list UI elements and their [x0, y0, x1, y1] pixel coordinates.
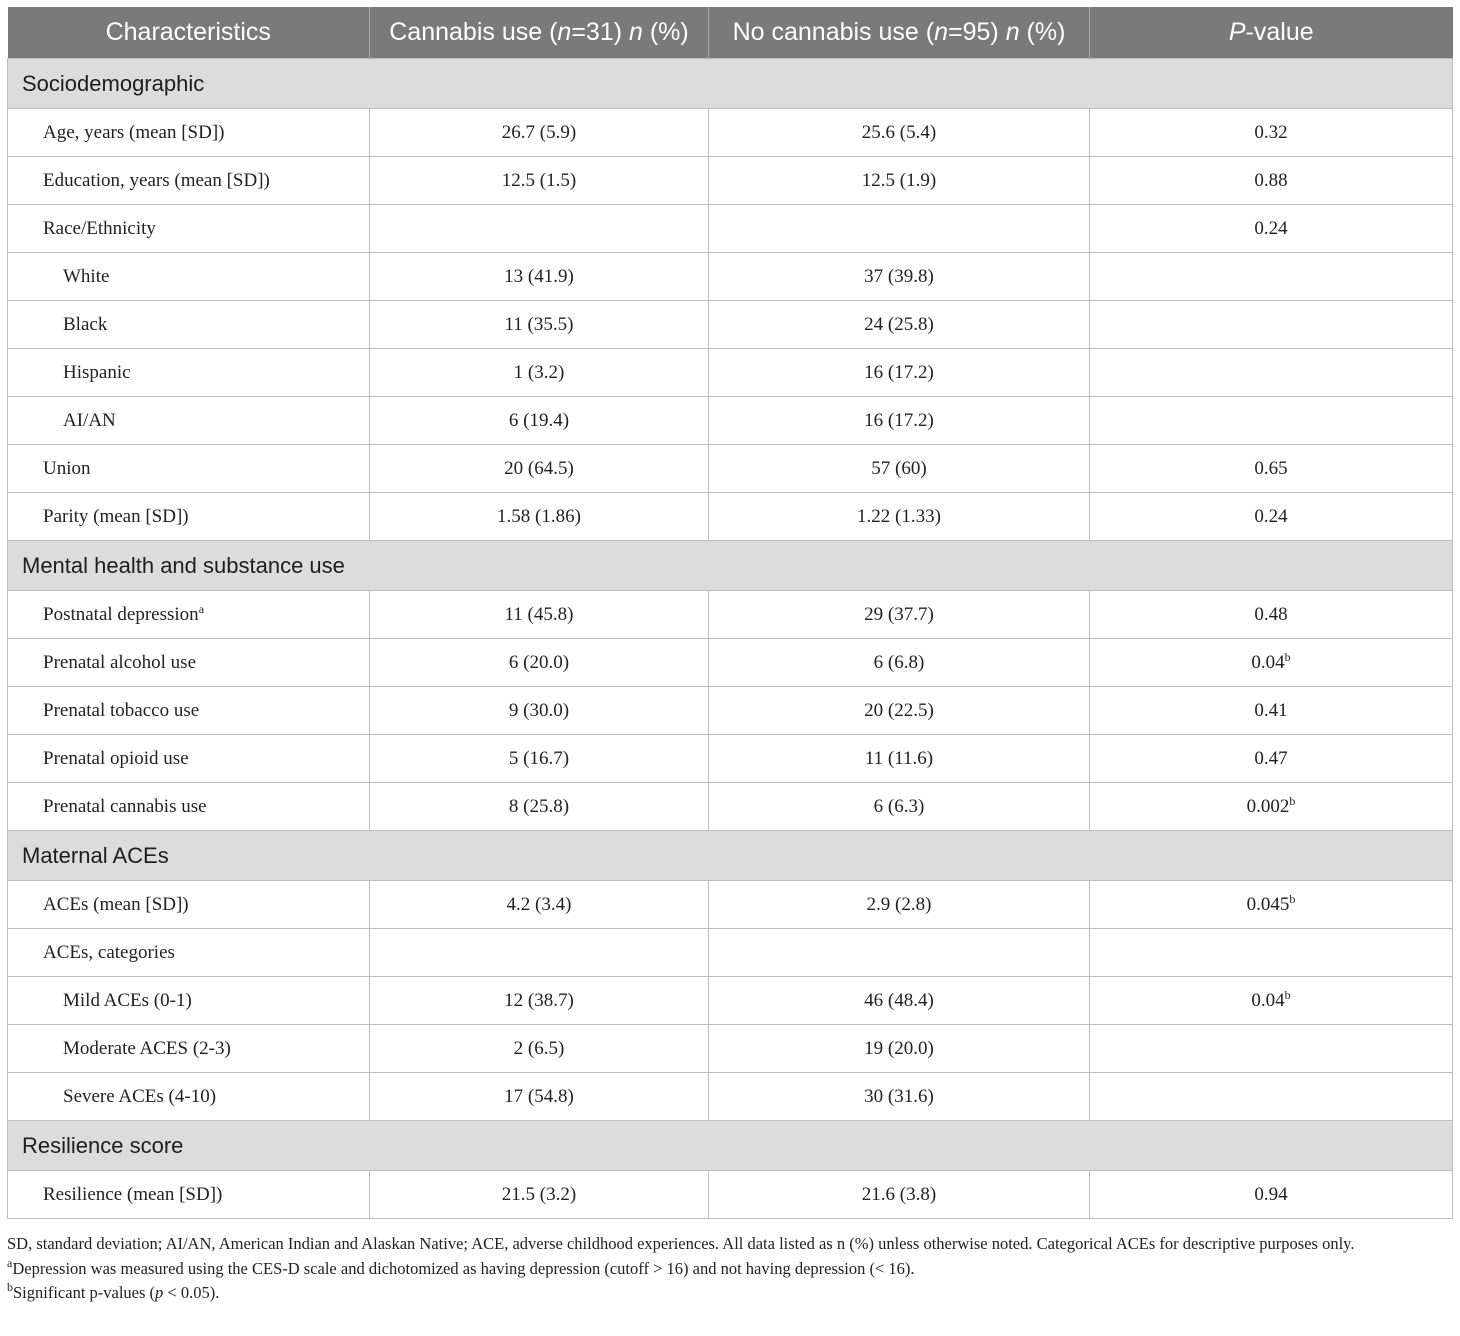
- table-row: [8, 783, 1453, 831]
- table-row: [8, 157, 1453, 205]
- cell-p-value: 0.41: [1090, 687, 1453, 735]
- table-row: [8, 735, 1453, 783]
- section-row: [8, 1121, 1453, 1171]
- cell-cannabis: 11 (45.8): [370, 591, 709, 639]
- row-label: AI/AN: [8, 397, 370, 445]
- table-row: [8, 1073, 1453, 1121]
- cell-no-cannabis: 16 (17.2): [709, 397, 1090, 445]
- cell-no-cannabis: 46 (48.4): [709, 977, 1090, 1025]
- cell-p-value: [1090, 783, 1453, 831]
- header-cannabis-use: Cannabis use (n=31) n (%): [370, 7, 709, 59]
- footnote-marker: b: [1289, 793, 1296, 808]
- header-p-value: P-value: [1090, 7, 1453, 59]
- cell-p-value: [1090, 1073, 1453, 1121]
- footnote-marker: b: [1284, 987, 1291, 1002]
- cell-cannabis: 26.7 (5.9): [370, 109, 709, 157]
- cell-cannabis: 8 (25.8): [370, 783, 709, 831]
- cell-no-cannabis: [709, 929, 1090, 977]
- table-row: [8, 881, 1453, 929]
- footnote-p-italic: p: [155, 1283, 164, 1302]
- cell-cannabis: 2 (6.5): [370, 1025, 709, 1073]
- cell-no-cannabis: 2.9 (2.8): [709, 881, 1090, 929]
- row-label: White: [8, 253, 370, 301]
- row-label: Black: [8, 301, 370, 349]
- p-value-text: 0.002: [1246, 795, 1290, 817]
- cell-p-value: [1090, 397, 1453, 445]
- cell-p-value: [1090, 977, 1453, 1025]
- table-row: [8, 977, 1453, 1025]
- row-label: Union: [8, 445, 370, 493]
- cell-cannabis: 1 (3.2): [370, 349, 709, 397]
- cell-cannabis: 13 (41.9): [370, 253, 709, 301]
- table-row: [8, 493, 1453, 541]
- cell-p-value: [1090, 881, 1453, 929]
- cell-cannabis: 17 (54.8): [370, 1073, 709, 1121]
- cell-no-cannabis: 25.6 (5.4): [709, 109, 1090, 157]
- footnote-marker: a: [198, 601, 205, 616]
- cell-p-value: [1090, 1025, 1453, 1073]
- section-mental-health: Mental health and substance use: [8, 541, 1453, 591]
- section-row: [8, 59, 1453, 109]
- p-value-text: 0.04: [1251, 651, 1285, 673]
- cell-no-cannabis: 37 (39.8): [709, 253, 1090, 301]
- cell-no-cannabis: 1.22 (1.33): [709, 493, 1090, 541]
- cell-no-cannabis: 11 (11.6): [709, 735, 1090, 783]
- cell-no-cannabis: 19 (20.0): [709, 1025, 1090, 1073]
- cell-cannabis: 11 (35.5): [370, 301, 709, 349]
- row-label: Prenatal cannabis use: [8, 783, 370, 831]
- table-row: [8, 639, 1453, 687]
- cell-cannabis: 20 (64.5): [370, 445, 709, 493]
- cell-cannabis: 4.2 (3.4): [370, 881, 709, 929]
- footnote-marker: b: [7, 1280, 13, 1294]
- cell-no-cannabis: 57 (60): [709, 445, 1090, 493]
- header-no-cannabis-use: No cannabis use (n=95) n (%): [709, 7, 1090, 59]
- section-maternal-aces: Maternal ACEs: [8, 831, 1453, 881]
- table-footnotes: [7, 1232, 1455, 1306]
- cell-p-value: 0.47: [1090, 735, 1453, 783]
- cell-no-cannabis: 30 (31.6): [709, 1073, 1090, 1121]
- table-row: [8, 109, 1453, 157]
- table-row: [8, 1171, 1453, 1219]
- cell-p-value: 0.24: [1090, 205, 1453, 253]
- cell-p-value: [1090, 253, 1453, 301]
- row-label: Education, years (mean [SD]): [8, 157, 370, 205]
- row-label: Age, years (mean [SD]): [8, 109, 370, 157]
- row-label: ACEs, categories: [8, 929, 370, 977]
- cell-cannabis: 1.58 (1.86): [370, 493, 709, 541]
- cell-no-cannabis: 6 (6.8): [709, 639, 1090, 687]
- table-row: [8, 591, 1453, 639]
- cell-no-cannabis: [709, 205, 1090, 253]
- row-label: Prenatal alcohol use: [8, 639, 370, 687]
- row-label: Resilience (mean [SD]): [8, 1171, 370, 1219]
- cell-no-cannabis: 16 (17.2): [709, 349, 1090, 397]
- footnote-marker: a: [7, 1255, 13, 1270]
- row-label: Prenatal opioid use: [8, 735, 370, 783]
- footnote-abbreviations: SD, standard deviation; AI/AN, American Indian and Alaskan Native; ACE, adverse childhood experiences. All data listed as n (%) unless otherwise noted. Categorical ACEs for descriptive purposes only.: [7, 1234, 1355, 1253]
- section-row: [8, 541, 1453, 591]
- table-row: [8, 397, 1453, 445]
- footnote-depression-text: Depression was measured using the CES-D scale and dichotomized as having depression (cutoff > 16) and not having depression (< 16).: [12, 1258, 915, 1278]
- cell-cannabis: 21.5 (3.2): [370, 1171, 709, 1219]
- row-label: Prenatal tobacco use: [8, 687, 370, 735]
- p-value-text: 0.045: [1246, 893, 1290, 915]
- table-row: [8, 445, 1453, 493]
- cell-p-value: [1090, 349, 1453, 397]
- cell-p-value: [1090, 639, 1453, 687]
- footnote-significance: [7, 1281, 1455, 1306]
- footnote-marker: b: [1289, 891, 1296, 906]
- table-row: [8, 1025, 1453, 1073]
- cell-p-value: 0.88: [1090, 157, 1453, 205]
- row-label-text: Postnatal depression: [43, 603, 199, 625]
- cell-p-value: 0.32: [1090, 109, 1453, 157]
- table-row: [8, 253, 1453, 301]
- table-row: [8, 349, 1453, 397]
- section-row: [8, 831, 1453, 881]
- footnote-depression: [7, 1257, 1455, 1282]
- characteristics-table: [7, 7, 1453, 1219]
- cell-p-value: 0.65: [1090, 445, 1453, 493]
- cell-p-value: [1090, 301, 1453, 349]
- cell-p-value: 0.94: [1090, 1171, 1453, 1219]
- cell-cannabis: 6 (20.0): [370, 639, 709, 687]
- section-sociodemographic: Sociodemographic: [8, 59, 1453, 109]
- table-container: [7, 7, 1452, 1219]
- row-label: Mild ACEs (0-1): [8, 977, 370, 1025]
- row-label: Parity (mean [SD]): [8, 493, 370, 541]
- table-row: [8, 301, 1453, 349]
- cell-no-cannabis: 20 (22.5): [709, 687, 1090, 735]
- table-header-row: [8, 7, 1453, 59]
- row-label: Severe ACEs (4-10): [8, 1073, 370, 1121]
- cell-cannabis: [370, 929, 709, 977]
- row-label: [8, 591, 370, 639]
- cell-p-value: 0.48: [1090, 591, 1453, 639]
- table-row: [8, 929, 1453, 977]
- footnote-significance-text: Significant p-values (: [13, 1283, 156, 1302]
- cell-cannabis: 12.5 (1.5): [370, 157, 709, 205]
- cell-cannabis: 6 (19.4): [370, 397, 709, 445]
- row-label: Race/Ethnicity: [8, 205, 370, 253]
- cell-cannabis: [370, 205, 709, 253]
- row-label: ACEs (mean [SD]): [8, 881, 370, 929]
- cell-p-value: [1090, 929, 1453, 977]
- cell-cannabis: 9 (30.0): [370, 687, 709, 735]
- table-row: [8, 205, 1453, 253]
- cell-cannabis: 5 (16.7): [370, 735, 709, 783]
- cell-no-cannabis: 6 (6.3): [709, 783, 1090, 831]
- p-value-text: 0.04: [1251, 989, 1285, 1011]
- row-label: Hispanic: [8, 349, 370, 397]
- cell-no-cannabis: 29 (37.7): [709, 591, 1090, 639]
- header-characteristics: Characteristics: [8, 7, 370, 59]
- section-resilience-score: Resilience score: [8, 1121, 1453, 1171]
- cell-p-value: 0.24: [1090, 493, 1453, 541]
- cell-no-cannabis: 12.5 (1.9): [709, 157, 1090, 205]
- footnote-marker: b: [1284, 649, 1291, 664]
- cell-cannabis: 12 (38.7): [370, 977, 709, 1025]
- row-label: Moderate ACES (2-3): [8, 1025, 370, 1073]
- footnote-significance-text-end: < 0.05).: [163, 1283, 220, 1302]
- table-row: [8, 687, 1453, 735]
- cell-no-cannabis: 21.6 (3.8): [709, 1171, 1090, 1219]
- cell-no-cannabis: 24 (25.8): [709, 301, 1090, 349]
